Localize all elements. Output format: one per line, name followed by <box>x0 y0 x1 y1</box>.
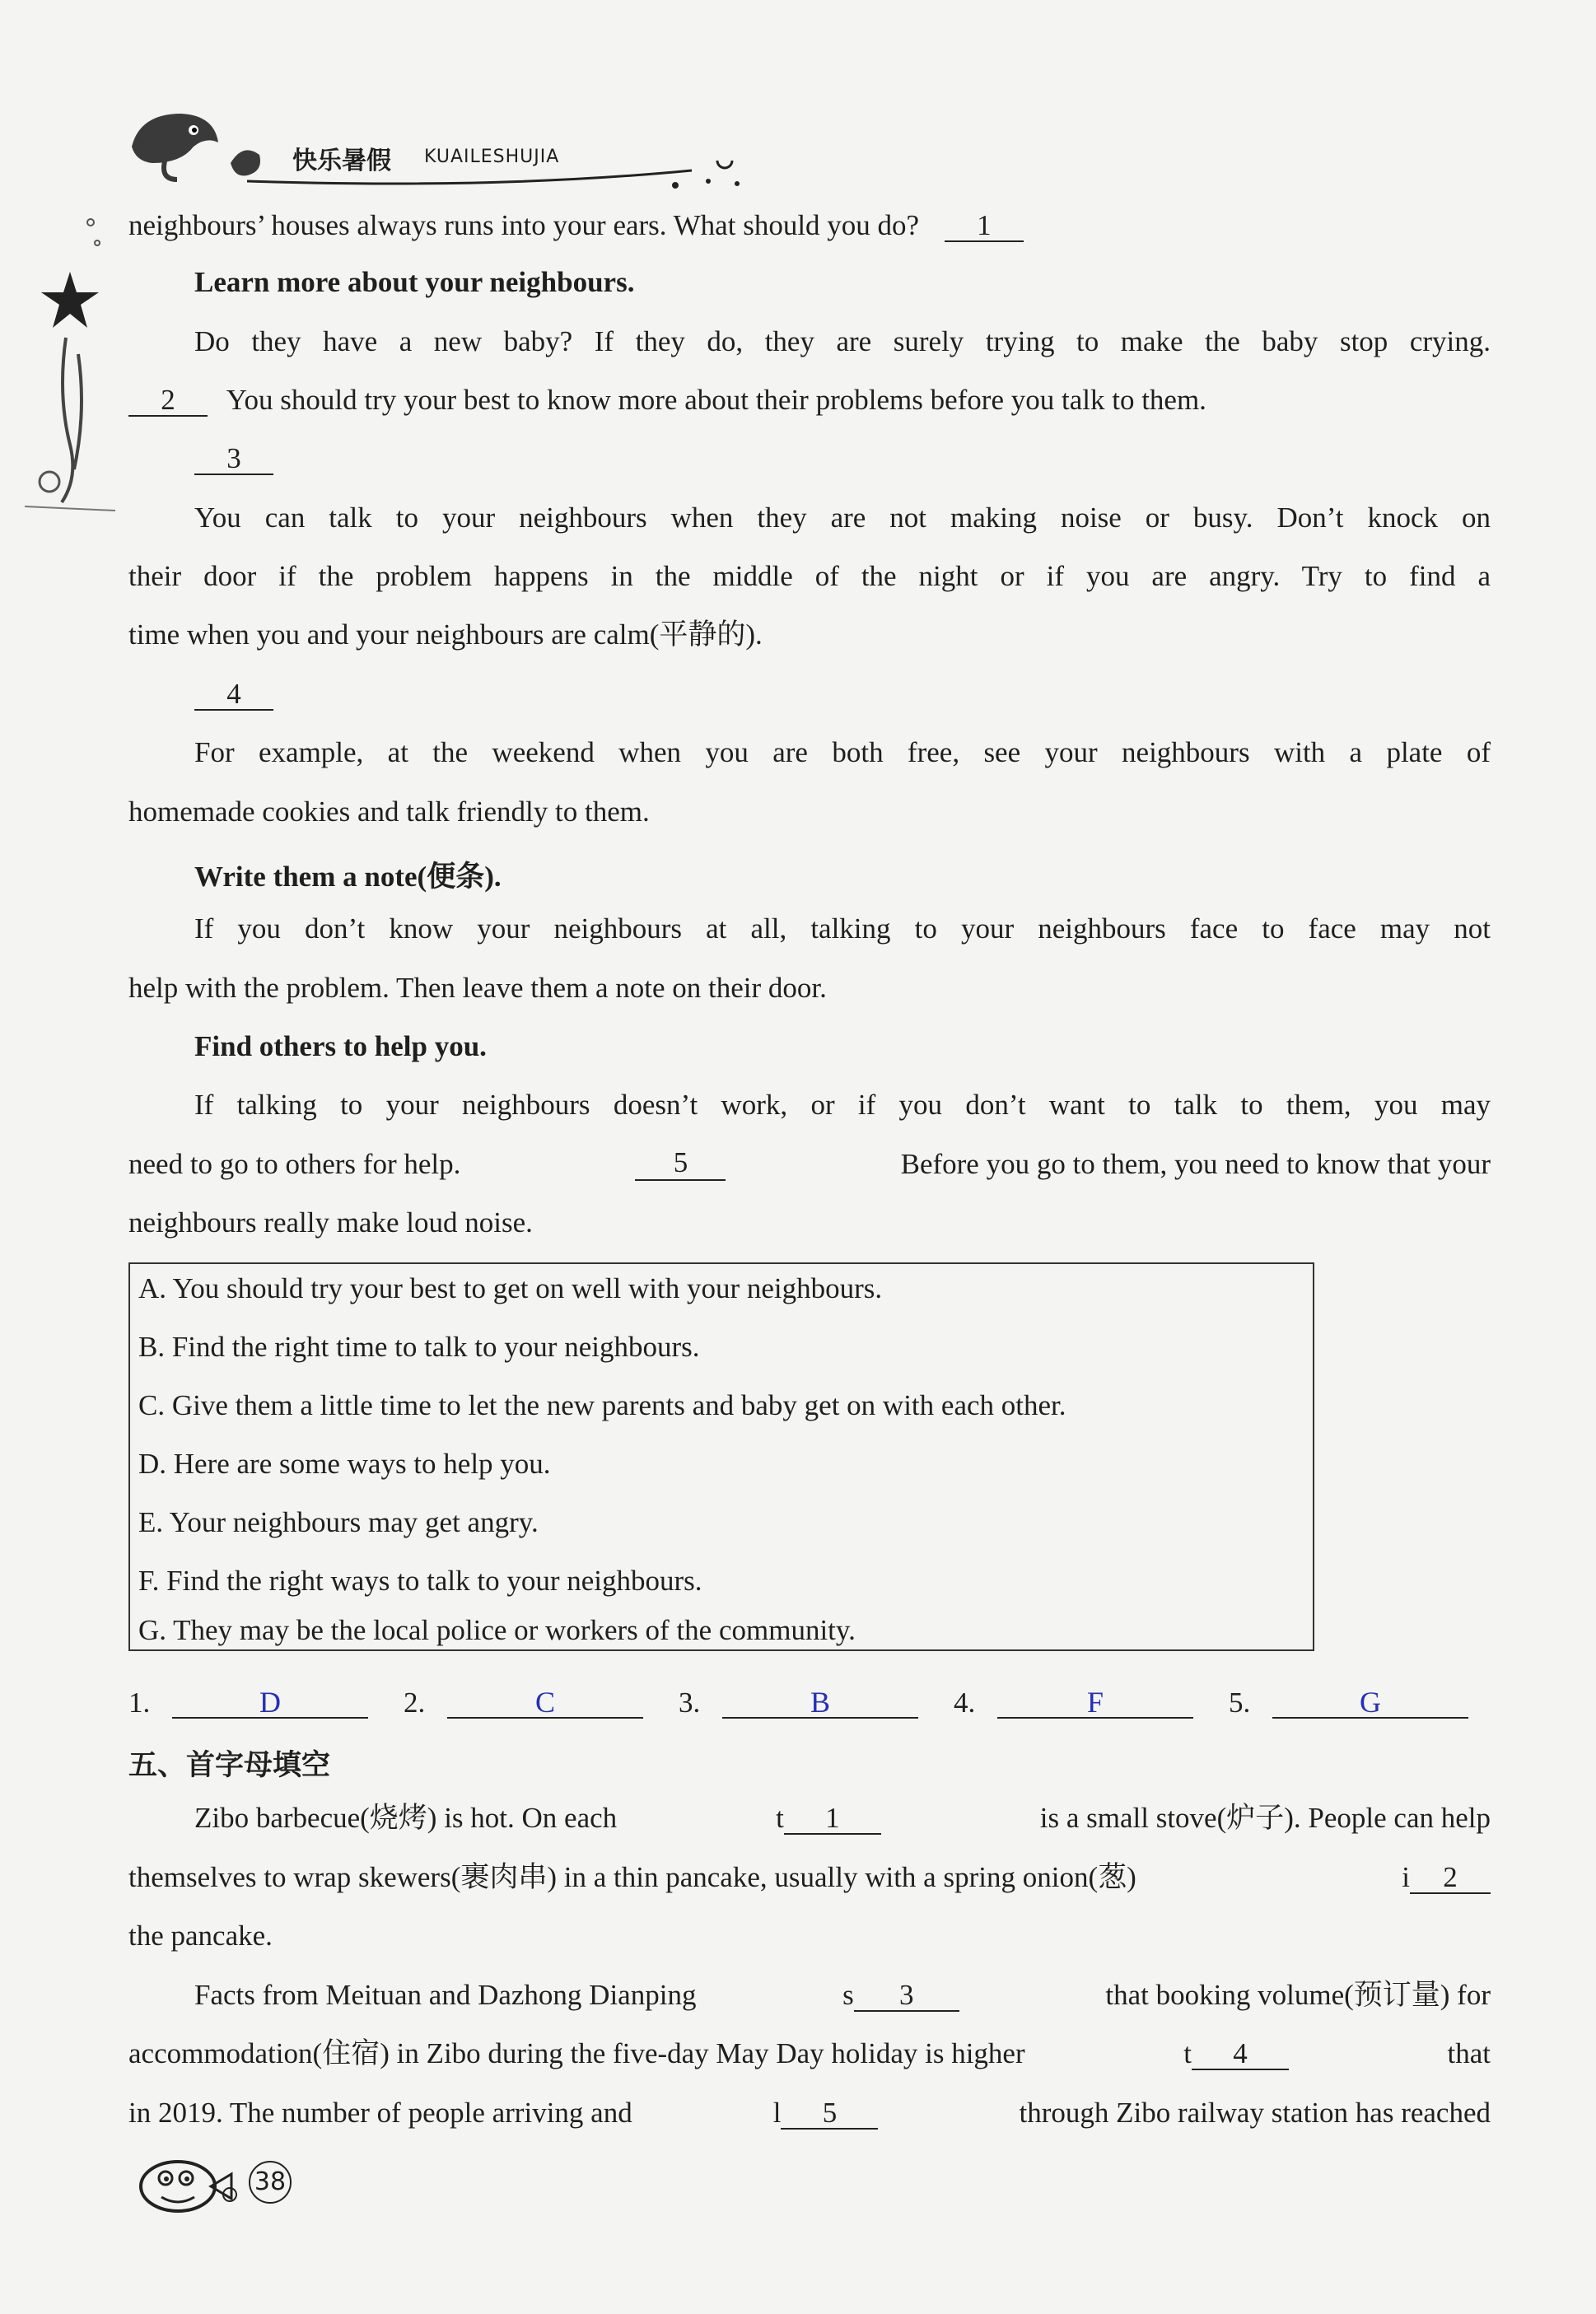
cloze-letter: s <box>842 1979 854 2011</box>
page-dot <box>222 2187 237 2202</box>
answer-1 <box>128 1687 368 1719</box>
cloze-letter: i <box>1402 1861 1410 1893</box>
cloze-text: that <box>1447 2037 1491 2069</box>
section-5-line-1 <box>194 1802 1491 1835</box>
passage-p3-line1: For example, at the weekend when you are both free, see your neighbours with a plate of <box>194 736 1491 768</box>
section-5-line-5 <box>128 2037 1491 2070</box>
page-number: 38 <box>249 2161 292 2204</box>
blank-4: 4 <box>194 679 273 711</box>
answer-value: D <box>172 1687 368 1719</box>
passage-p1-line2 <box>128 384 1491 417</box>
section-5-line-4 <box>194 1979 1491 2012</box>
option-b: B. Find the right time to talk to your neighbours. <box>138 1331 700 1363</box>
answer-row <box>128 1687 1491 1728</box>
cloze-blank: 1 <box>784 1803 881 1835</box>
answer-5 <box>1229 1687 1468 1719</box>
cloze-blank-2 <box>1402 1861 1491 1894</box>
cloze-text: accommodation(住宿) in Zibo during the five-day May Day holiday is higher <box>128 2037 1025 2069</box>
cloze-text: through Zibo railway station has reached <box>1019 2097 1491 2129</box>
cloze-text: is a small stove(炉子). People can help <box>1039 1802 1491 1834</box>
blank-2: 2 <box>128 385 208 417</box>
answer-number: 3. <box>679 1687 701 1719</box>
cloze-text: in 2019. The number of people arriving and <box>128 2097 632 2129</box>
passage-p3-line2: homemade cookies and talk friendly to them. <box>128 795 650 828</box>
cloze-text: Facts from Meituan and Dazhong Dianping <box>194 1979 697 2011</box>
cloze-blank-1 <box>776 1802 881 1835</box>
answer-value: G <box>1272 1687 1468 1719</box>
option-e: E. Your neighbours may get angry. <box>138 1506 539 1538</box>
passage-line-1 <box>128 209 1024 242</box>
option-c: C. Give them a little time to let the new parents and baby get on with each other. <box>138 1389 1066 1421</box>
header-title: 快乐暑假 <box>292 147 391 175</box>
answer-4 <box>954 1687 1193 1719</box>
cloze-blank: 5 <box>781 2098 878 2130</box>
cloze-blank-5 <box>773 2097 879 2130</box>
passage-text: neighbours’ houses always runs into your ears. What should you do? <box>128 209 920 241</box>
option-f: F. Find the right ways to talk to your neighbours. <box>138 1565 702 1597</box>
answer-2 <box>404 1687 643 1719</box>
options-box <box>128 1262 1314 1651</box>
cloze-letter: t <box>1183 2037 1192 2069</box>
answer-value: F <box>997 1687 1193 1719</box>
section-5-line-3: the pancake. <box>128 1920 273 1952</box>
passage-text: need to go to others for help. <box>128 1148 461 1180</box>
option-a: A. You should try your best to get on well with your neighbours. <box>138 1272 883 1304</box>
cloze-letter: t <box>776 1802 784 1834</box>
answer-number: 5. <box>1229 1687 1251 1719</box>
blank-1: 1 <box>945 211 1024 242</box>
cloze-letter: l <box>772 2097 782 2129</box>
answer-value: B <box>722 1687 918 1719</box>
passage-p2-line1: You can talk to your neighbours when they are not making noise or busy. Don’t knock on <box>194 502 1491 534</box>
passage-p5-line2 <box>128 1148 1491 1181</box>
answer-number: 1. <box>128 1687 151 1719</box>
header-dots <box>247 161 791 206</box>
blank-3: 3 <box>194 444 273 475</box>
heading-learn-more: Learn more about your neighbours. <box>194 266 635 298</box>
passage-p4-line2: help with the problem. Then leave them a note on their door. <box>128 972 827 1004</box>
answer-value: C <box>447 1687 643 1719</box>
cloze-text: that booking volume(预订量) for <box>1105 1979 1491 2011</box>
answer-number: 2. <box>404 1687 426 1719</box>
option-g: G. They may be the local police or workers of the community. <box>138 1614 856 1646</box>
blank-4-line <box>194 678 273 711</box>
passage-p2-line3: time when you and your neighbours are calm(平静的). <box>128 618 763 651</box>
header-underline-icon <box>247 161 791 202</box>
passage-text: Before you go to them, you need to know that your <box>900 1148 1491 1180</box>
passage-p5-line1: If talking to your neighbours doesn’t work, or if you don’t want to talk to them, you may <box>194 1089 1491 1121</box>
passage-text: You should try your best to know more about their problems before you talk to them. <box>226 384 1206 416</box>
passage-p4-line1: If you don’t know your neighbours at all, talking to your neighbours face to face may not <box>194 912 1491 945</box>
heading-find-others: Find others to help you. <box>194 1030 487 1062</box>
header-subtitle: KUAILESHUJIA <box>424 147 560 167</box>
passage-p1-line1: Do they have a new baby? If they do, they are surely trying to make the baby stop crying. <box>194 325 1491 357</box>
cloze-blank-3 <box>842 1979 959 2012</box>
option-d: D. Here are some ways to help you. <box>138 1448 551 1480</box>
cloze-text: Zibo barbecue(烧烤) is hot. On each <box>194 1802 618 1834</box>
footer-mascot <box>128 2149 236 2223</box>
section-5-line-6 <box>128 2097 1491 2130</box>
starfish-seaweed-icon <box>25 198 115 519</box>
cloze-blank: 4 <box>1192 2039 1289 2070</box>
passage-p2-line2: their door if the problem happens in the middle of the night or if you are angry. Try to find a <box>128 560 1491 592</box>
cloze-blank: 2 <box>1410 1863 1491 1894</box>
section-5-line-2 <box>128 1861 1491 1894</box>
answer-number: 4. <box>954 1687 976 1719</box>
cloze-text: themselves to wrap skewers(裹肉串) in a thin pancake, usually with a spring onion(葱) <box>128 1861 1136 1893</box>
margin-decoration <box>25 198 115 519</box>
passage-p5-line3: neighbours really make loud noise. <box>128 1206 533 1239</box>
heading-write-note: Write them a note(便条). <box>194 861 502 893</box>
section-5-title: 五、首字母填空 <box>128 1749 331 1782</box>
cloze-blank-4 <box>1183 2037 1289 2070</box>
blank-3-line <box>194 442 273 475</box>
blank-5: 5 <box>635 1148 726 1181</box>
cloze-blank: 3 <box>854 1980 959 2012</box>
answer-3 <box>679 1687 918 1719</box>
fish-mascot-icon <box>128 2149 236 2223</box>
